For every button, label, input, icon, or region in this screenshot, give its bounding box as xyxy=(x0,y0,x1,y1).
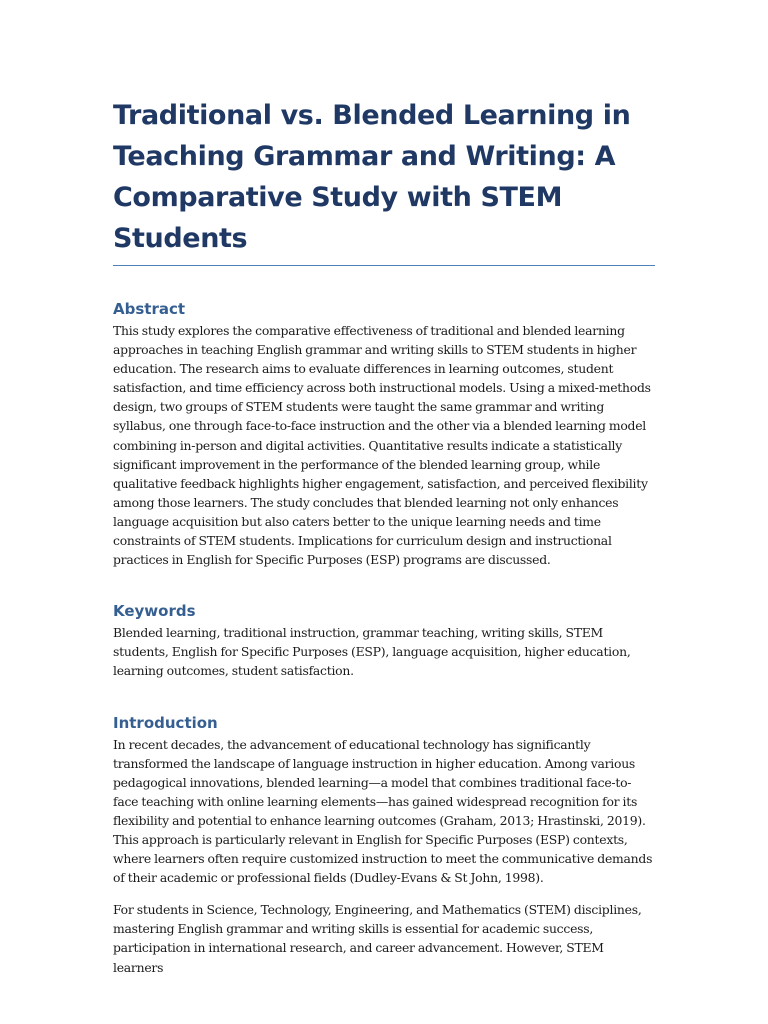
introduction-heading: Introduction xyxy=(113,713,218,732)
keywords-text: Blended learning, traditional instruction, grammar teaching, writing skills, STEM students, English for Specific Purposes (ESP), language acquisition, higher education, learning outcomes, student satisfaction. xyxy=(113,625,631,679)
document-page xyxy=(113,95,655,977)
introduction-paragraph: In recent decades, the advancement of educational technology has significantly transformed the landscape of language instruction in higher education. Among various pedagogical innovations, blended learning—a model that combines traditional face-to-face teaching with online learning elements—has gained widespread recognition for its flexibility and potential to enhance learning outcomes (Graham, 2013; Hrastinski, 2019). This approach is particularly relevant in English for Specific Purposes (ESP) contexts, where learners often require customized instruction to meet the communicative demands of their academic or professional fields (Dudley-Evans & St John, 1998). xyxy=(113,736,653,886)
keywords-heading: Keywords xyxy=(113,602,196,621)
document-title: Traditional vs. Blended Learning in Teaching Grammar and Writing: A Comparative Study with STEM Students xyxy=(113,95,655,266)
introduction-paragraph: For students in Science, Technology, Engineering, and Mathematics (STEM) disciplines, mastering English grammar and writing skills is essential for academic success, participation in international research, and career advancement. However, STEM learners xyxy=(113,902,642,975)
abstract-heading: Abstract xyxy=(113,300,186,318)
abstract-text: This study explores the comparative effectiveness of traditional and blended learning approaches in teaching English grammar and writing skills to STEM students in higher education. The research aims to evaluate differences in learning outcomes, student satisfaction, and time efficiency across both instructional models. Using a mixed-methods design, two groups of STEM students were taught the same grammar and writing syllabus, one through face-to-face instruction and the other via a blended learning model combining in-person and digital activities. Quantitative results indicate a statistically significant improvement in the performance of the blended learning group, while qualitative feedback highlights higher engagement, satisfaction, and perceived flexibility among those learners. The study concludes that blended learning not only enhances language acquisition but also caters better to the unique learning needs and time constraints of STEM students. Implications for curriculum design and instructional practices in English for Specific Purposes (ESP) programs are discussed. xyxy=(113,323,651,568)
